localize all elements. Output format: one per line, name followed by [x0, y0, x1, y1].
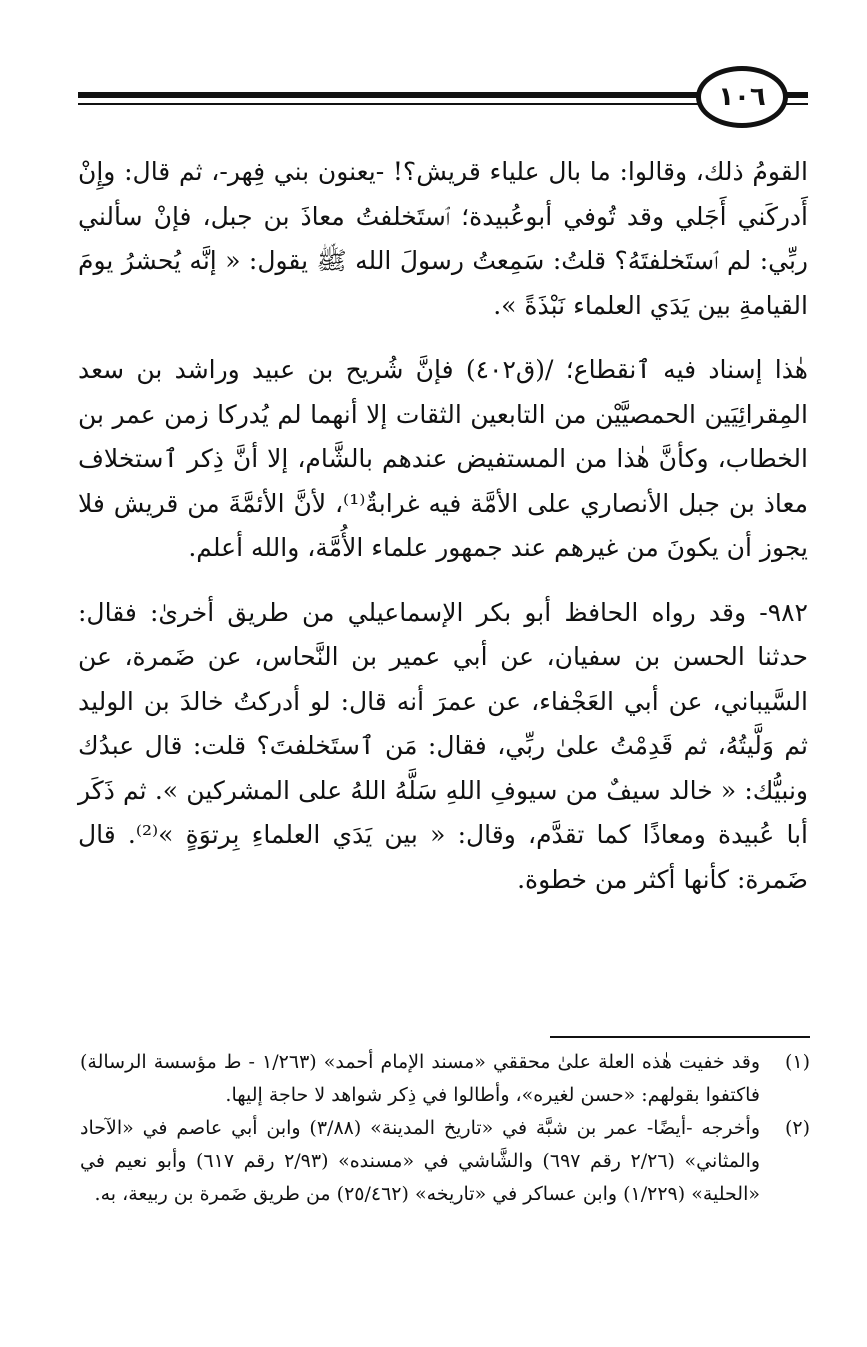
page-header: [78, 62, 808, 132]
footnote-number: (١): [784, 1051, 810, 1073]
footnote-text: وقد خفيت هٰذه العلة علىٰ محققي «مسند الإمام أحمد» (١/٢٦٣ - ط مؤسسة الرسالة) فاكتفوا بقولهم: «حسن لغيره»، وأطالوا في ذِكر شواهد لا حاجة إليها.: [80, 1051, 760, 1106]
paragraph-1: القومُ ذلك، وقالوا: ما بال علياء قريش؟! -يعنون بني فِهر-، ثم قال: وإِنْ أَدركَني أَجَلي وقد تُوفي أبوعُبيدة؛ ٱستَخلفتُ معاذَ بن جبل، فإنْ سألني ربِّي: لم ٱستَخلفتَهُ؟ قلتُ: سَمِعتُ رسولَ الله ﷺ يقول: « إنَّه يُحشرُ يومَ القيامةِ بين يَدَي العلماء نَبْذَةً ».: [78, 157, 808, 320]
main-text: [78, 150, 808, 902]
paragraph-3: ٩٨٢- وقد رواه الحافظ أبو بكر الإسماعيلي من طريق أخرىٰ: فقال: حدثنا الحسن بن سفيان، عن أبي عمير بن النَّحاس، عن ضَمرة، عن السَّيباني، عن أبي العَجْفاء، عن عمرَ أنه قال: لو أدركتُ خالدَ بن الوليد ثم وَلَّيتُهُ، ثم قَدِمْتُ علىٰ ربِّي، فقال: مَن ٱستَخلفتَ؟ قلت: قال عبدُك ونبيُّك: « خالد سيفٌ من سيوفِ اللهِ سَلَّهُ اللهُ على المشركين ». ثم ذَكَر أبا عُبيدة ومعاذًا كما تقدَّم، وقال: « بين يَدَي العلماءِ بِرتوَةٍ »⁽²⁾. قال ضَمرة: كأنها أكثر من خطوة.: [78, 597, 808, 894]
footnote-2: [80, 1112, 810, 1211]
footnote-separator: [550, 1036, 810, 1038]
paragraph-gap: [78, 571, 808, 591]
footnote-text: وأخرجه -أيضًا- عمر بن شبَّة في «تاريخ المدينة» (٣/٨٨) وابن أبي عاصم في «الآحاد والمثاني» (٢/٢٦ رقم ٦٩٧) والشَّاشي في «مسنده» (٢/٩٣ رقم ٦١٧) وأبو نعيم في «الحلية» (١/٢٢٩) وابن عساكر في «تاريخه» (٢٥/٤٦٢) من طريق ضَمرة بن ربيعة، به.: [80, 1117, 761, 1205]
footnote-1: [80, 1046, 810, 1112]
page-number: ١٠٦: [718, 82, 766, 112]
page-number-badge: [696, 66, 788, 128]
footnote-number: (٢): [784, 1117, 810, 1139]
paragraph-2: هٰذا إسناد فيه ٱنقطاع؛ /(ق٤٠٢) فإنَّ شُريح بن عبيد وراشد بن سعد المِقرائِيَين الحمصيَّيْن من التابعين الثقات إلا أنهما لم يُدركا زمن عمر بن الخطاب، وكأنَّ هٰذا من المستفيض عندهم بالشَّام، إلا أنَّ ذِكر ٱستخلاف معاذ بن جبل الأنصاري على الأمَّة فيه غرابةٌ⁽¹⁾، لأنَّ الأئمَّةَ من قريش فلا يجوز أن يكونَ من غيرهم عند جمهور علماء الأُمَّة، والله أعلم.: [78, 355, 808, 562]
paragraph-gap: [78, 328, 808, 348]
footnotes: [80, 1036, 810, 1211]
